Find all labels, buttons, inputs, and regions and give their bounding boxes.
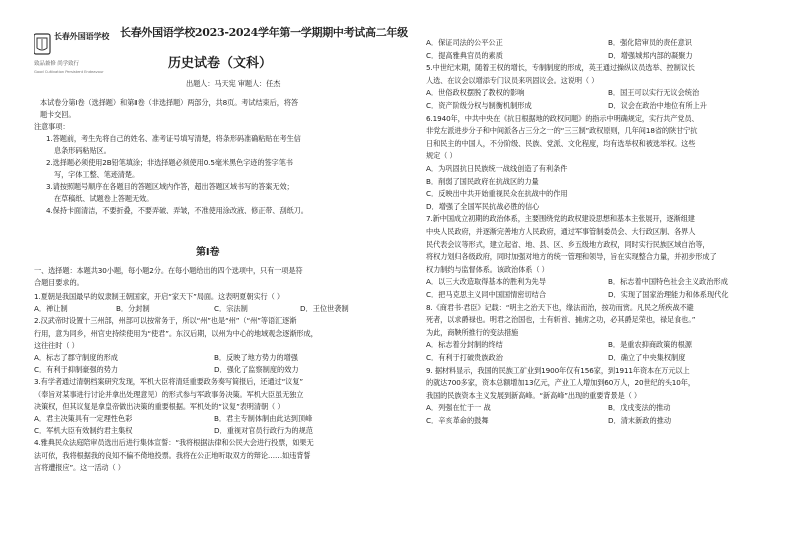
answer-option: C．提高雅典官员的素质 bbox=[426, 50, 503, 60]
question-text: 为此，商鞅所推行的变法措施 bbox=[426, 327, 519, 337]
question-text: 5.中世纪末期，随着王权的增长，专制制度的形成，英王通过操纵议员选举、控制议长 bbox=[426, 63, 695, 73]
answer-option: A．标志着分封制的终结 bbox=[426, 340, 503, 350]
instruction-line: 2.选择题必须使用2B铅笔填涂；非选择题必须使用0.5毫米黑色字迹的签字笔书 bbox=[46, 158, 293, 167]
answer-option: A．列强在忙于一 战 bbox=[426, 403, 491, 413]
question-text: 将权力划归各级政府，同时加强对地方的统一管理和领导，旨在实现整合力量，并初步形成了 bbox=[426, 252, 717, 262]
instruction-line: 1.答题前，考生先将自己的姓名、准考证号填写清楚，将条形码准确粘贴在考生信 bbox=[46, 134, 301, 143]
answer-option: A．标志了郡守制度的形成 bbox=[34, 353, 118, 362]
question-text: 死者，以求爵禄也。明君之治国也，士有斩首、捕虏之功，必其爵足荣也，禄足食也。” bbox=[426, 315, 696, 325]
question-text: 8.《商君书·君臣》记载：“明主之治天下也，缘法而治，按功而赏。凡民之所疾战不避 bbox=[426, 302, 694, 312]
question-text: 日和民主的中国人，不分阶级、民族、党派、文化程度，均有选举权和被选举权。这些 bbox=[426, 138, 696, 148]
part1-title: 第Ⅰ卷 bbox=[196, 247, 220, 258]
answer-option: B．标志着中国特色社会主义政治形成 bbox=[608, 277, 728, 287]
answer-option: B．反映了地方势力的增强 bbox=[214, 353, 298, 362]
author-line: 出题人：马天宪 审题人：任杰 bbox=[186, 79, 281, 88]
question-text: 行用，意为同乡，州官史持续使用为“使君”。东汉后期，以州为中心的地域观念逐渐形成， bbox=[34, 328, 318, 338]
answer-option: A．以三大改造取得基本的胜利为先导 bbox=[426, 277, 546, 287]
answer-option: C．资产阶级分权与制衡机制形成 bbox=[426, 101, 532, 110]
answer-option: C．有利于抑制豪强的势力 bbox=[34, 365, 119, 375]
answer-option: A．为巩固抗日民族统一战线创造了有利条件 bbox=[426, 164, 568, 173]
answer-option: D．重视对官员行政行为的规范 bbox=[214, 426, 313, 436]
answer-option: B．国王可以实行无议会统治 bbox=[608, 88, 700, 98]
question-text: （奉旨对某事进行讨论并拿出处理意见）的形式参与军政事务决策。军机大臣虽无独立 bbox=[34, 389, 304, 399]
school-exam-header: 长春外国语学校2023-2024学年第一学期期中考试高二年级 bbox=[120, 26, 408, 39]
answer-option: D．王位世袭制 bbox=[300, 304, 349, 314]
answer-option: B．戊戌变法的推动 bbox=[608, 403, 671, 413]
question-text: 4.雅典民众法庭陪审员选出后进行集体宣誓：“我将根据法律和公民大会进行投票，如果无 bbox=[34, 438, 314, 448]
instruction-line: 3.请按照题号顺序在各题目的答题区域内作答，超出答题区域书写的答案无效； bbox=[46, 182, 294, 191]
answer-option: B．削弱了国民政府在抗战区的力量 bbox=[426, 176, 539, 186]
answer-option: D．增强了全国军民抗战必胜的信心 bbox=[426, 201, 540, 211]
answer-option: C．把马克思主义同中国国情密切结合 bbox=[426, 290, 547, 299]
answer-option: B．分封制 bbox=[116, 304, 150, 314]
question-text: 这往往时（ ） bbox=[34, 340, 79, 350]
instruction-line: 注意事项： bbox=[34, 122, 70, 131]
question-text: 2.汉武帝时设置十三州部，州部可以按常务于，所以“州”也是“州”（“州”等语汇逐渐 bbox=[34, 316, 297, 326]
answer-option: D．强化了监察制度的效力 bbox=[214, 365, 299, 375]
part1-instruction-2: 合题目要求的。 bbox=[34, 278, 84, 287]
instruction-line: 在草稿纸、试题卷上答题无效。 bbox=[54, 194, 154, 203]
question-text: 权力制约与监督体系。该政治体系（ ） bbox=[426, 264, 549, 274]
question-text: 规定（ ） bbox=[426, 151, 457, 161]
answer-option: B．强化陪审员的责任意识 bbox=[608, 38, 692, 47]
part1-instruction-1: 一、选择题：本题共30小题，每小题2分。在每小题给出的四个选项中，只有一项是符 bbox=[34, 266, 303, 275]
logo-motto: 致品兼修 尚学致行 bbox=[34, 61, 79, 67]
question-text: 中央人民政府，并逐渐完善地方人民政府，通过军事管制委员会、大行政区制、各界人 bbox=[426, 227, 696, 236]
answer-option: C．宗法制 bbox=[214, 304, 248, 314]
question-text: 决策权，但其议复是拿皇帝做出决策的重要根据。军机处的“议复”表明清朝（ ） bbox=[34, 401, 285, 411]
answer-option: A．禅让制 bbox=[34, 304, 68, 314]
logo-text: 长春外国语学校 bbox=[54, 31, 110, 41]
logo-subtitle: Good Cultivation Persistent Endeavour bbox=[34, 69, 104, 74]
instruction-line: 题卡交回。 bbox=[40, 110, 76, 119]
answer-option: C．反映出中共开始重视民众在抗战中的作用 bbox=[426, 189, 568, 199]
answer-option: A．君主决策具有一定理性色彩 bbox=[34, 414, 133, 423]
question-text: 的就达700多家，资本总额增加13亿元，产业工人增加到60万人，20世纪的头10年， bbox=[426, 378, 695, 388]
instruction-line: 4.保持卡面清洁，不要折叠，不要弄破、弄皱，不准使用涂改液、修正带、刮纸刀。 bbox=[46, 206, 308, 215]
question-text: 人选、在议会以增添专门议员来巩固议会。这说明（ ） bbox=[426, 75, 599, 85]
exam-title: 历史试卷（文科） bbox=[168, 56, 273, 71]
answer-option: C．辛亥革命的鼓舞 bbox=[426, 416, 489, 425]
school-logo bbox=[34, 30, 114, 74]
answer-option: B．君主专制体制由此达到顶峰 bbox=[214, 414, 313, 423]
answer-option: D．实现了国家治理能力和体系现代化 bbox=[608, 290, 729, 299]
question-text: 我国的民族资本主义发展到新高峰。“新高峰”出现的重要背景是（ ） bbox=[426, 390, 641, 400]
question-text: 7.新中国成立初期的政治体系，主要围绕党的政权建设思想和基本主张展开，逐渐组建 bbox=[426, 214, 695, 224]
answer-option: B．是重农抑商政策的根源 bbox=[608, 340, 692, 350]
answer-option: C．有利于打破贵族政治 bbox=[426, 353, 503, 362]
answer-option: D．确立了中央集权制度 bbox=[608, 353, 686, 362]
question-text: 3.有学者通过清朝档案研究发现，军机大臣将清廷重要政务奏写简报后，还通过“议复” bbox=[34, 377, 304, 387]
answer-option: D．议会在政治中地位有所上升 bbox=[608, 101, 707, 110]
question-text: 9. 据材料显示，我国的民族工矿业到1900年仅有156家，到1911年资本在万元以上 bbox=[426, 365, 690, 375]
instruction-line: 息条形码粘贴区。 bbox=[54, 146, 111, 155]
question-text: 民代表会议等形式，建立起省、地、县、区、乡五级地方政权，同时实行民族区域自治等， bbox=[426, 239, 710, 249]
question-text: 6.1940年，中共中央在《抗日根据地的政权问题》的指示中明确规定，实行共产党员、 bbox=[426, 113, 699, 123]
answer-option: D．增强城邦内部的凝聚力 bbox=[608, 50, 693, 60]
answer-option: A．保证司法的公平公正 bbox=[426, 38, 503, 47]
question-text: 1.夏朝是我国最早的奴隶制王朝国家，开启“家天下”局面。这表明夏朝实行（ ） bbox=[34, 292, 284, 301]
question-text: 非党左派进步分子和中间派各占三分之一的“三三制”政权原则，几年间18省的陕甘宁抗 bbox=[426, 126, 698, 136]
question-text: 法可依，我将根据我的良知不偏不倚地投票。我将在公正地听取双方的辩论……如违背誓 bbox=[34, 450, 311, 460]
answer-option: C．军机大臣有效制约君主集权 bbox=[34, 426, 133, 436]
question-text: 言将遭报应”。这一活动（ ） bbox=[34, 462, 125, 472]
instruction-line: 写，字体工整、笔迹清楚。 bbox=[54, 170, 140, 179]
answer-option: D．清末新政的推动 bbox=[608, 416, 672, 425]
instruction-line: 本试卷分第Ⅰ卷（选择题）和第Ⅱ卷（非选择题）两部分，共8页。考试结束后，将答 bbox=[40, 98, 298, 107]
answer-option: A．世俗政权摆脱了教权的影响 bbox=[426, 88, 525, 98]
